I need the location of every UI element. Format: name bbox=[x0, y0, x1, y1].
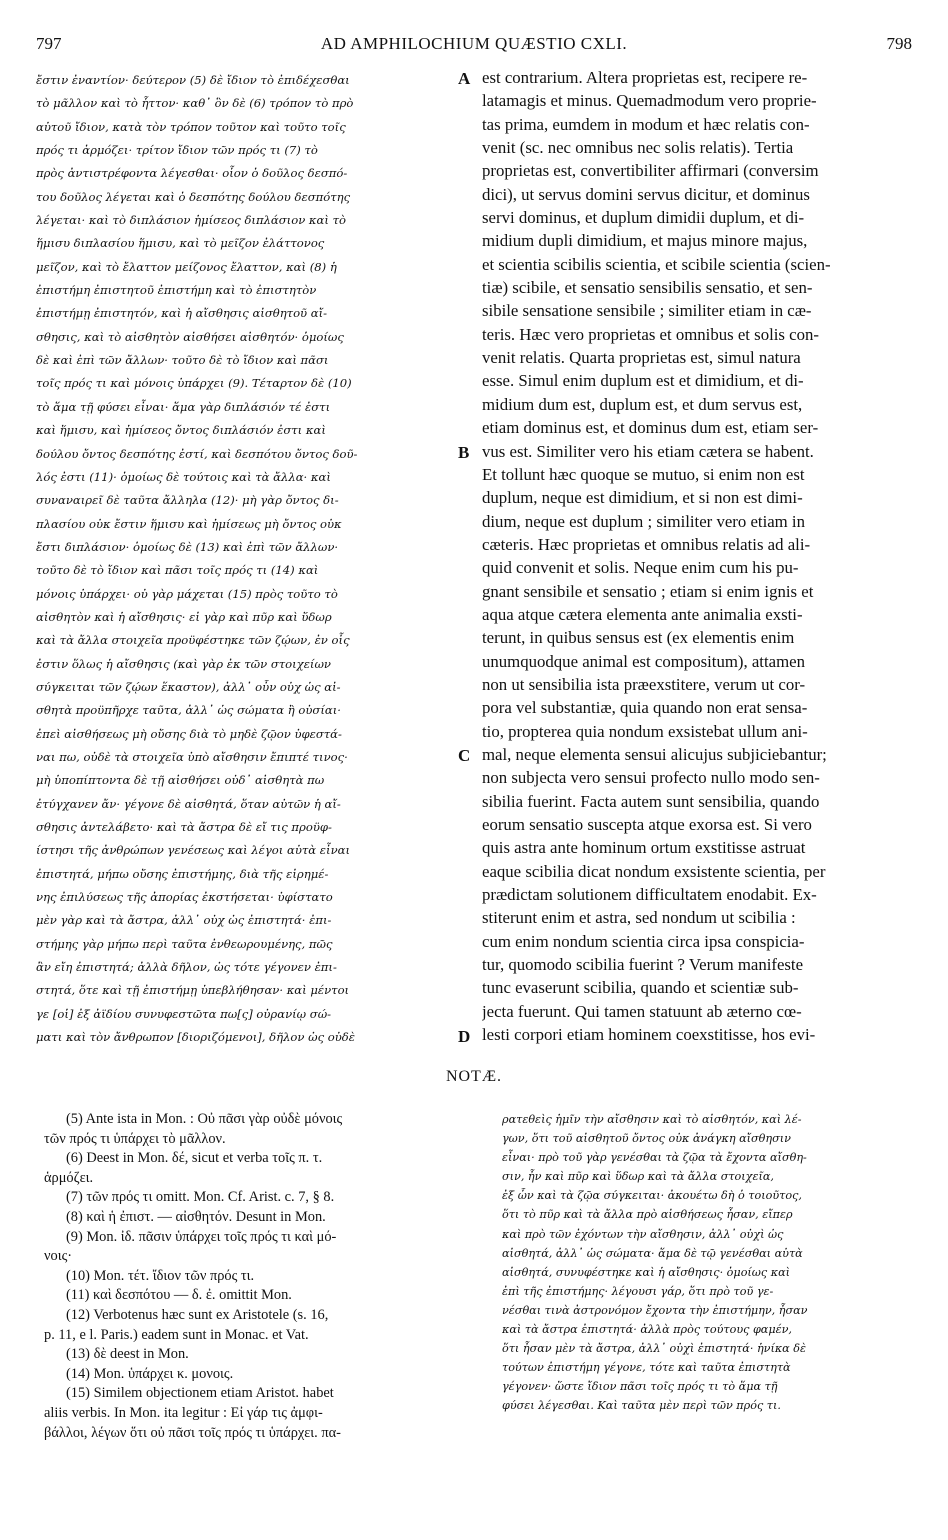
latin-column bbox=[482, 66, 914, 1046]
latin-text-line: prædictam solutionem difficultatem enodabit. Ex- bbox=[482, 885, 817, 905]
greek-text-line: σύγκειται τῶν ζῴων ἕκαστον), ἀλλ᾿ οὖν οὐχ ὡς αἰ- bbox=[36, 679, 341, 694]
section-marker-d: D bbox=[458, 1027, 471, 1046]
note-line: αἰσθητά, συνυφέστηκε καὶ ἡ αἴσθησις· ὁμοίως καὶ bbox=[502, 1265, 791, 1279]
note-line: p. 11, e l. Paris.) eadem sunt in Monac. et Vat. bbox=[44, 1326, 309, 1343]
greek-text-line: ἐπεὶ αἰσθήσεως μὴ οὔσης διὰ τὸ μηδὲ ζῷον ὑφεστά- bbox=[36, 726, 342, 741]
note-line: (9) Mon. ἰδ. πᾶσιν ὑπάρχει τοῖς πρός τι καὶ μό- bbox=[66, 1228, 337, 1245]
latin-text-line: mal, neque elementa sensui alicujus subjiciebantur; bbox=[482, 744, 827, 764]
greek-text-line: σθητὰ προϋπῆρχε ταῦτα, ἀλλ᾿ ὡς σώματα ἢ οὐσίαι· bbox=[36, 703, 341, 718]
note-line: ρατεθεὶς ἡμῖν τὴν αἴσθησιν καὶ τὸ αἰσθητόν, καὶ λέ- bbox=[502, 1113, 802, 1126]
greek-text-line: τὸ ἅμα τῇ φύσει εἶναι· ἅμα γὰρ διπλάσιόν τέ ἐστι bbox=[36, 399, 331, 414]
note-line: γων, ὅτι τοῦ αἰσθητοῦ ὄντος οὐκ ἀνάγκη αἴσθησιν bbox=[502, 1132, 791, 1146]
latin-text-line: quis astra ante hominum ortum exstitisse astruat bbox=[482, 838, 806, 858]
latin-text-line: latamagis et minus. Quemadmodum vero proprie- bbox=[482, 91, 817, 111]
greek-text-line: μεῖζον, καὶ τὸ ἔλαττον μείζονος ἔλαττον, καὶ (8) ἡ bbox=[36, 259, 337, 274]
greek-text-line: ἥμισυ διπλασίου ἥμισυ, καὶ τὸ μεῖζον ἐλάττονος bbox=[36, 236, 325, 251]
greek-text-line: πρός τι ἁρμόζει· τρίτον ἴδιον τῶν πρός τι (7) τὸ bbox=[36, 143, 318, 158]
page-number-right: 798 bbox=[886, 34, 912, 53]
greek-text-line: ἐστιν ὅλως ἡ αἴσθησις (καὶ γὰρ ἐκ τῶν στοιχείων bbox=[36, 656, 331, 671]
latin-text-line: teris. Hæc vero proprietas et omnibus et solis con- bbox=[482, 324, 819, 344]
greek-text-line: δούλου ὄντος δεσπότης ἐστί, καὶ δεσπότου ὄντος δοῦ- bbox=[36, 446, 358, 461]
latin-text-line: midium dupli dimidium, et majus minore majus, bbox=[482, 231, 808, 251]
note-line: (6) Deest in Mon. δέ, sicut et verba τοῖς π. τ. bbox=[66, 1150, 323, 1167]
greek-text-line: στήμης γὰρ μήπω περὶ ταῦτα ἐνθεωρουμένης, πῶς bbox=[36, 936, 333, 951]
latin-text-line: non subjecta vero sensui profecto nullo modo sen- bbox=[482, 768, 820, 788]
note-line: νέσθαι τινὰ ἀστρονόμον ἔχοντα τὴν ἐπιστήμην, ἦσαν bbox=[502, 1303, 808, 1317]
note-line: σιν, ἦν καὶ πῦρ καὶ ὕδωρ καὶ τὰ ἄλλα στοιχεῖα, bbox=[502, 1170, 774, 1184]
note-line: αἰσθητά, ἀλλ᾿ ὡς σώματα· ἅμα δὲ τῷ γενέσθαι αὐτὰ bbox=[502, 1246, 803, 1260]
note-line: (14) Mon. ὑπάρχει κ. μονοις. bbox=[66, 1365, 234, 1382]
section-marker-a: A bbox=[458, 69, 471, 88]
page-number-left: 797 bbox=[36, 34, 62, 53]
note-line: (8) καὶ ἡ ἐπιστ. — αἰσθητόν. Desunt in Mon. bbox=[66, 1208, 326, 1225]
main-text-block bbox=[0, 68, 948, 1046]
latin-text-line: sibilia fuerint. Facta autem sunt sensibilia, quando bbox=[482, 791, 820, 811]
notes-heading: NOTÆ. bbox=[445, 1068, 503, 1085]
note-line: (10) Mon. τέτ. ἴδιον τῶν πρός τι. bbox=[66, 1267, 255, 1284]
greek-text-line: ίστησι τῆς ἀνθρώπων γενέσεως καὶ λέγοι αὐτὰ εἶναι bbox=[36, 843, 350, 858]
latin-text-line: eaque scibilia dicat nondum exsistente scientia, per bbox=[482, 861, 826, 881]
latin-text-line: tiæ) scibile, et sensatio sensibilis sensatio, et sen- bbox=[482, 278, 813, 298]
latin-text-line: terunt, in quibus sensus est (ex elementis enim bbox=[482, 628, 795, 648]
note-line: (11) καὶ δεσπότου — δ. ἐ. omittit Mon. bbox=[66, 1287, 292, 1304]
latin-text-line: dium, neque est duplum ; similiter vero etiam in bbox=[482, 511, 805, 531]
latin-text-line: proprietas est, convertibiliter affirmari (conversim bbox=[482, 161, 819, 181]
greek-text-line: ἐπιστητά, μήπω οὔσης ἐπιστήμης, διὰ τῆς εἰρημέ- bbox=[36, 866, 329, 881]
latin-text-line: vus est. Similiter vero his etiam cætera se habent. bbox=[482, 441, 814, 461]
note-line: φύσει λέγεσθαι. Καὶ ταῦτα μὲν περὶ τῶν πρός τι. bbox=[502, 1399, 781, 1413]
note-line: ὅτι ἦσαν μὲν τὰ ἄστρα, ἀλλ᾿ οὐχὶ ἐπιστητά· ἡνίκα δὲ bbox=[502, 1342, 807, 1356]
latin-text-line: non ut sensibilia ista præexstitere, verum ut cor- bbox=[482, 674, 806, 694]
latin-text-line: stiterunt enim et astra, sed nondum ut scibilia : bbox=[482, 908, 796, 928]
latin-text-line: et scientia scibilis scientia, et scibile scientia (scien- bbox=[482, 254, 831, 274]
latin-text-line: unumquodque animal est compositum), attamen bbox=[482, 651, 805, 671]
note-line: (15) Similem objectionem etiam Aristot. habet bbox=[66, 1385, 334, 1402]
note-line: γέγονεν· ὥστε ἴδιον πᾶσι τοῖς πρός τι τὸ ἅμα τῇ bbox=[502, 1380, 778, 1394]
running-header bbox=[36, 34, 912, 62]
note-line: νοις· bbox=[44, 1248, 73, 1265]
latin-text-line: aqua atque cætera elementa ante animalia exsti- bbox=[482, 604, 803, 624]
note-line: τούτων ἐπιστήμη γέγονε, τότε καὶ ταῦτα ἐπιστητὰ bbox=[502, 1361, 791, 1375]
note-line: ἐπὶ τῆς ἐπιστήμης· λέγουσι γάρ, ὅτι πρὸ τοῦ γε- bbox=[502, 1284, 774, 1298]
latin-text-line: etiam dominus est, et dominus dum est, etiam ser- bbox=[482, 418, 819, 438]
greek-text-line: ἔστιν ἐναντίον· δεύτερον (5) δὲ ἴδιον τὸ ἐπιδέχεσθαι bbox=[36, 73, 350, 87]
greek-text-line: στητά, ὅτε καὶ τῇ ἐπιστήμῃ ὑπεβλήθησαν· καὶ μέντοι bbox=[36, 983, 350, 998]
greek-text-line: αἰσθητὸν καὶ ἡ αἴσθησις· εἰ γὰρ καὶ πῦρ καὶ ὕδωρ bbox=[36, 609, 332, 624]
latin-text-line: tunc evaserunt scibilia, quando et scientiæ sub- bbox=[482, 978, 799, 998]
latin-text-line: lesti corpori etiam hominem coexstitisse, hos evi- bbox=[482, 1025, 816, 1045]
greek-text-line: γε [οἱ] ἐξ ἀϊδίου συνυφεστῶτα πω[ς] οὐρανίῳ σώ- bbox=[36, 1006, 332, 1021]
latin-text-line: eorum sensatio suscepta atque exorsa est. Si vero bbox=[482, 815, 812, 834]
greek-text-line: μὴ ὑποπίπτοντα δὲ τῇ αἰσθήσει οὐδ᾿ αἰσθητὰ πω bbox=[36, 773, 325, 788]
section-marker-c: C bbox=[458, 746, 471, 765]
latin-text-line: tio, propterea quia nondum exsistebat ullum ani- bbox=[482, 721, 808, 741]
greek-text-line: τοῦτο δὲ τὸ ἴδιον καὶ πᾶσι τοῖς πρός τι (14) καὶ bbox=[36, 563, 319, 578]
latin-text-line: servi dominus, et duplum dimidii duplum, et di- bbox=[482, 208, 805, 228]
notes-left-column bbox=[44, 1110, 484, 1443]
note-line: aliis verbis. In Mon. ita legitur : Εἰ γάρ τις ἀμφι- bbox=[44, 1404, 323, 1421]
latin-text-line: duplum, neque est dimidium, et si non est dimi- bbox=[482, 488, 803, 508]
latin-text-line: gnant sensibile et sensatio ; etiam si enim ignis et bbox=[482, 581, 814, 601]
running-title: AD AMPHILOCHIUM QUÆSTIO CXLI. bbox=[320, 34, 628, 53]
greek-text-line: καὶ τὰ ἄλλα στοιχεῖα προϋφέστηκε τῶν ζῴων, ἐν οἷς bbox=[36, 633, 350, 648]
latin-text-line: midium dum est, duplum est, et dum servus est, bbox=[482, 394, 803, 414]
greek-text-line: ἔστι διπλάσιον· ὁμοίως δὲ (13) καὶ ἐπὶ τῶν ἄλλων· bbox=[36, 539, 339, 554]
note-line: ὅτι τὸ πῦρ καὶ τὰ ἄλλα πρὸ αἰσθήσεως ἦσαν, εἴπερ bbox=[502, 1208, 793, 1222]
greek-text-line: τοῖς πρός τι καὶ μόνοις ὑπάρχει (9). Τέταρτον δὲ (10) bbox=[36, 376, 352, 391]
greek-text-line: πλασίου οὐκ ἔστιν ἥμισυ καὶ ἡμίσεως μὴ ὄντος οὐκ bbox=[36, 516, 342, 531]
greek-text-line: συναναιρεῖ δὲ ταῦτα ἄλληλα (12)· μὴ γὰρ ὄντος δι- bbox=[36, 493, 339, 508]
note-line: καὶ πρὸ τῶν ἐχόντων τὴν αἴσθησιν, ἀλλ᾿ οὐχὶ ὡς bbox=[502, 1227, 784, 1241]
greek-text-line: του δοῦλος λέγεται καὶ ὁ δεσπότης δούλου δεσπότης bbox=[36, 189, 351, 204]
latin-text-line: venit (sc. nec omnibus nec solis relatis). Tertia bbox=[482, 138, 794, 158]
greek-text-line: σθησις, καὶ τὸ αἰσθητὸν αἰσθήσει αἰσθητόν· ὁμοίως bbox=[36, 329, 344, 344]
note-line: εἶναι· πρὸ τοῦ γὰρ γενέσθαι τὰ ζῷα τὰ ἔχοντα αἴσθη- bbox=[502, 1151, 807, 1165]
greek-text-line: μὲν γὰρ καὶ τὰ ἄστρα, ἀλλ᾿ οὐχ ὡς ἐπιστητά· ἐπι- bbox=[36, 913, 332, 928]
latin-text-line: venit relatis. Quarta proprietas est, simul natura bbox=[482, 348, 801, 368]
greek-column bbox=[36, 69, 454, 1049]
latin-text-line: sibile sensatione sensibile ; similiter etiam in cæ- bbox=[482, 301, 812, 321]
section-marker-b: B bbox=[458, 443, 470, 462]
latin-text-line: tur, quomodo scibilia fuerint ? Verum manifeste bbox=[482, 955, 804, 975]
greek-text-line: αὐτοῦ ἴδιον, κατὰ τὸν τρόπον τοῦτον καὶ τοῦτο τοῖς bbox=[36, 119, 346, 134]
note-line: βάλλοι, λέγων ὅτι οὐ πᾶσι τοῖς πρός τι ὑπάρχει. πα- bbox=[44, 1424, 341, 1441]
latin-text-line: pora vel substantiæ, quia quando non erat sensa- bbox=[482, 698, 808, 718]
greek-text-line: ἐπιστήμη ἐπιστητοῦ ἐπιστήμη καὶ τὸ ἐπιστητὸν bbox=[36, 283, 317, 298]
greek-text-line: νης ἐπιλύσεως τῆς ἀπορίας ἐκστήσεται· ὑφίστατο bbox=[36, 890, 333, 905]
latin-text-line: esse. Simul enim duplum est et dimidium, et di- bbox=[482, 371, 804, 391]
latin-text-line: cæteris. Hæc proprietas et omnibus relatis ad ali- bbox=[482, 534, 811, 554]
note-line: (12) Verbotenus hæc sunt ex Aristotele (s. 16, bbox=[66, 1306, 329, 1323]
greek-text-line: μόνοις ὑπάρχει· οὐ γὰρ μάχεται (15) πρὸς τοῦτο τὸ bbox=[36, 586, 338, 601]
greek-text-line: ἂν εἴη ἐπιστητά; ἀλλὰ δῆλον, ὡς τότε γέγονεν ἐπι- bbox=[36, 960, 337, 975]
greek-text-line: λός ἐστι (11)· ὁμοίως δὲ τούτοις καὶ τὰ ἄλλα· καὶ bbox=[36, 469, 331, 484]
greek-text-line: λέγεται· καὶ τὸ διπλάσιον ἡμίσεος διπλάσιον καὶ τὸ bbox=[36, 213, 346, 228]
latin-text-line: dici), ut servus domini servus dicitur, et dominus bbox=[482, 184, 810, 204]
note-line: (13) δὲ deest in Mon. bbox=[66, 1346, 189, 1363]
latin-text-line: jecta fuerunt. Qui tamen statuunt ab æterno cœ- bbox=[482, 1001, 802, 1021]
latin-text-line: est contrarium. Altera proprietas est, recipere re- bbox=[482, 68, 808, 87]
note-line: (5) Ante ista in Mon. : Οὐ πᾶσι γὰρ οὐδὲ μόνοις bbox=[66, 1111, 343, 1127]
latin-text-line: cum enim nondum scientia circa ipsa conspicia- bbox=[482, 931, 805, 951]
latin-text-line: Et tollunt hæc quoque se mutuo, si enim non est bbox=[482, 464, 805, 484]
greek-text-line: ἐτύγχανεν ἄν· γέγονε δὲ αἰσθητά, ὅταν αὐτῶν ἡ αἴ- bbox=[36, 796, 341, 811]
notes-right-column bbox=[502, 1110, 914, 1416]
greek-text-line: τὸ μᾶλλον καὶ τὸ ἧττον· καθ᾿ ὃν δὲ (6) τρόπον τὸ πρὸ bbox=[36, 96, 354, 111]
greek-text-line: ναι πω, οὐδὲ τὰ στοιχεῖα ὑπὸ αἴσθησιν ἔπιπτέ τινος· bbox=[36, 749, 348, 764]
greek-text-line: σθησις ἀντελάβετο· καὶ τὰ ἄστρα δὲ εἴ τις προϋφ- bbox=[36, 820, 332, 834]
greek-text-line: ματι καὶ τὸν ἄνθρωπον [διοριζόμενοι], δῆλον ὡς οὐδὲ bbox=[36, 1030, 355, 1045]
greek-text-line: δὲ καὶ ἐπὶ τῶν ἄλλων· τοῦτο δὲ τὸ ἴδιον καὶ πᾶσι bbox=[36, 353, 329, 368]
note-line: καὶ τὰ ἄστρα ἐπιστητά· ἀλλὰ πρὸς τούτους φαμέν, bbox=[502, 1323, 792, 1337]
greek-text-line: καὶ ἥμισυ, καὶ ἡμίσεος ὄντος διπλάσιόν ἐστι καὶ bbox=[36, 423, 326, 438]
latin-text-line: quid convenit et solis. Neque enim cum his pu- bbox=[482, 558, 799, 578]
greek-text-line: ἐπιστήμῃ ἐπιστητόν, καὶ ἡ αἴσθησις αἰσθητοῦ αἴ- bbox=[36, 306, 328, 321]
note-line: ἐξ ὧν καὶ τὰ ζῷα σύγκειται· ἀκουέτω δὴ ὁ τοιοῦτος, bbox=[502, 1189, 802, 1203]
note-line: ἁρμόζει. bbox=[44, 1169, 94, 1186]
note-line: (7) τῶν πρός τι omitt. Mon. Cf. Arist. c. 7, § 8. bbox=[66, 1189, 335, 1206]
note-line: τῶν πρός τι ὑπάρχει τὸ μᾶλλον. bbox=[44, 1130, 226, 1147]
latin-text-line: tas prima, eumdem in modum et hæc relatis con- bbox=[482, 114, 810, 134]
greek-text-line: πρὸς ἀντιστρέφοντα λέγεσθαι· οἷον ὁ δοῦλος δεσπό- bbox=[36, 166, 348, 181]
